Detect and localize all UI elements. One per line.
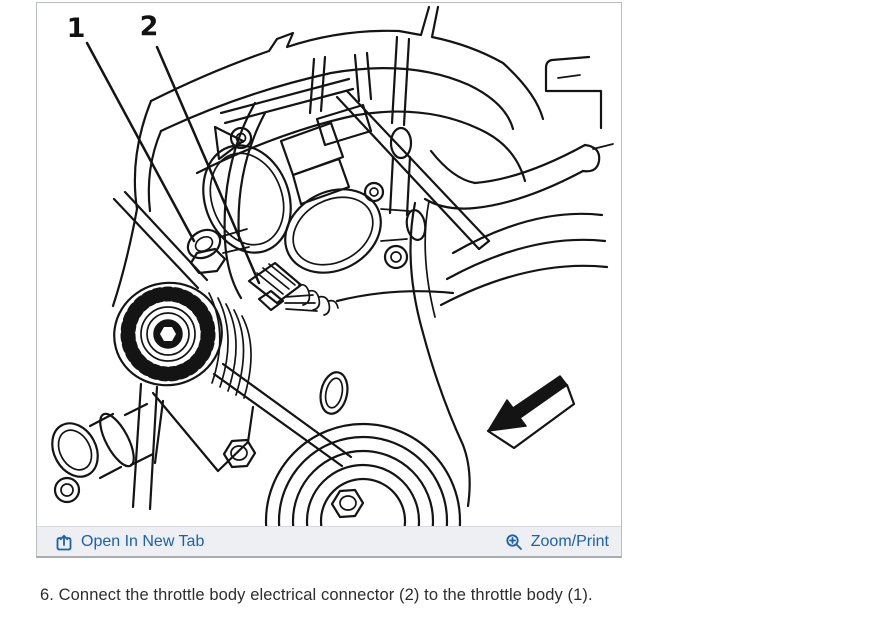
oval-port <box>317 370 351 416</box>
crank-pulley <box>266 424 460 526</box>
tensioner-pulley <box>103 271 251 398</box>
direction-arrow <box>488 376 574 448</box>
open-in-new-tab-icon <box>55 533 73 551</box>
callout-1: 1 <box>66 13 86 44</box>
engine-diagram <box>37 3 621 526</box>
figure-panel <box>36 2 622 558</box>
flywheel-arcs <box>441 214 607 305</box>
zoom-print-link[interactable] <box>505 533 609 551</box>
open-in-new-tab-link[interactable] <box>55 533 204 551</box>
zoom-print-label: Zoom/Print <box>530 532 609 550</box>
step-instruction: 6. Connect the throttle body electrical connector (2) to the throttle body (1). <box>40 586 593 604</box>
figure-toolbar <box>37 526 621 556</box>
drive-belt <box>114 192 351 509</box>
zoom-icon <box>505 533 523 551</box>
electrical-connector <box>249 263 338 315</box>
open-in-new-tab-label: Open In New Tab <box>81 532 205 550</box>
engine-diagram-svg <box>37 3 621 526</box>
heater-hose <box>411 145 600 506</box>
callout-2: 2 <box>139 11 159 42</box>
